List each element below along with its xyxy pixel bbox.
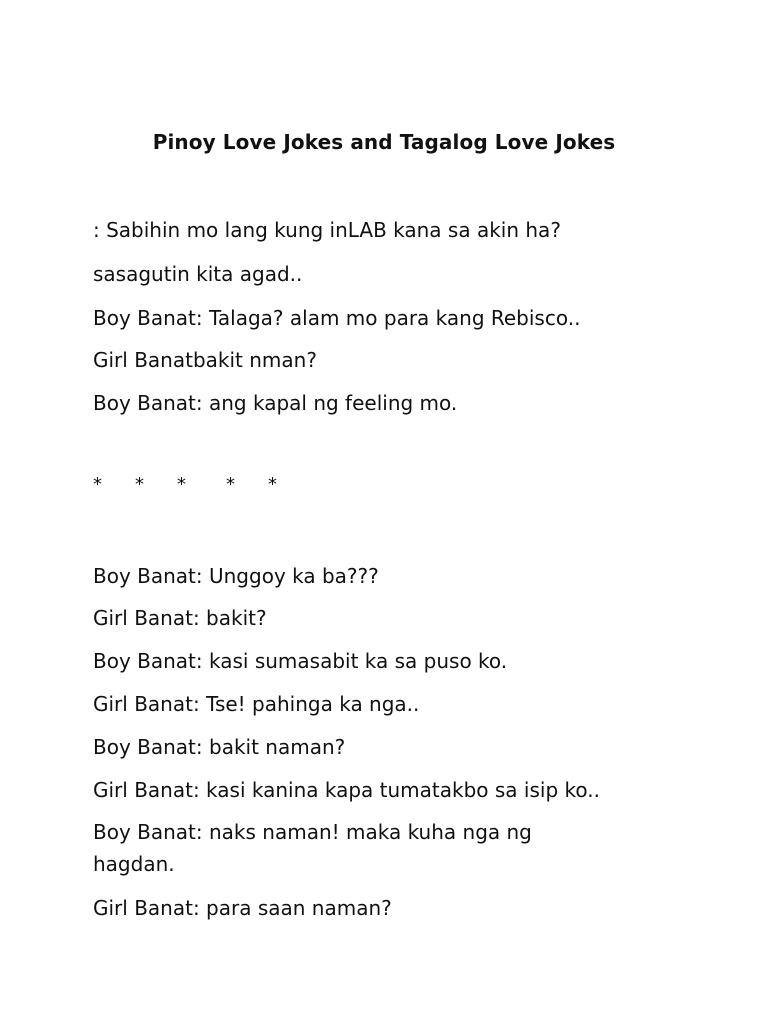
text-line: Boy Banat: naks naman! maka kuha nga ng hagdan.: [93, 820, 532, 876]
text-line: Girl Banat: para saan naman?: [93, 896, 392, 920]
text-line: Boy Banat: Unggoy ka ba???: [93, 564, 379, 588]
separator-star: *: [268, 474, 277, 495]
text-line: sasagutin kita agad..: [93, 262, 303, 286]
separator-star: *: [226, 474, 235, 495]
text-line: : Sabihin mo lang kung inLAB kana sa akin ha?: [93, 218, 561, 242]
separator-star: *: [177, 474, 186, 495]
text-line: Girl Banat: Tse! pahinga ka nga..: [93, 692, 420, 716]
separator-star: *: [135, 474, 144, 495]
text-line: Boy Banat: kasi sumasabit ka sa puso ko.: [93, 649, 508, 673]
text-line: Girl Banatbakit nman?: [93, 348, 317, 372]
text-line: Boy Banat: ang kapal ng feeling mo.: [93, 391, 458, 415]
separator-stars: [0, 474, 768, 504]
text-line: Girl Banat: bakit?: [93, 606, 267, 630]
text-line: Boy Banat: Talaga? alam mo para kang Rebisco..: [93, 306, 581, 330]
document-title: Pinoy Love Jokes and Tagalog Love Jokes: [152, 130, 616, 154]
separator-star: *: [93, 474, 102, 495]
text-line: Boy Banat: bakit naman?: [93, 735, 346, 759]
text-line: Girl Banat: kasi kanina kapa tumatakbo sa isip ko..: [93, 778, 600, 802]
